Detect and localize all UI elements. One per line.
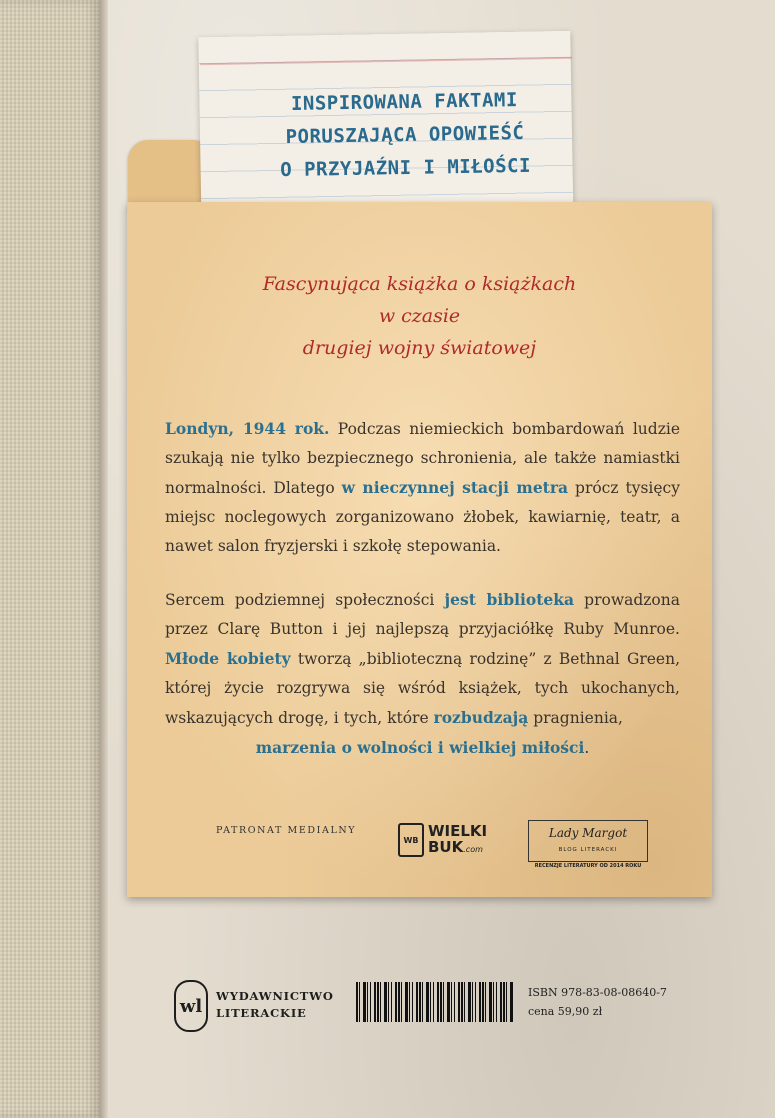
lady-margot-name: Lady Margot (548, 826, 628, 840)
highlight-awaken: rozbudzają (433, 708, 529, 727)
lady-margot-logo (528, 820, 648, 862)
tagline-line-2: w czasie (378, 305, 461, 327)
highlight-women: Młode kobiety (165, 649, 291, 668)
wielkibuk-wordmark (428, 823, 487, 858)
lady-margot-sub: BLOG LITERACKI (558, 847, 618, 853)
highlight-metro: w nieczynnej stacji metra (341, 478, 569, 497)
publisher-line-2: LITERACKIE (216, 1006, 307, 1020)
spine-edge (100, 0, 108, 1118)
blurb-text: tworzą „biblioteczną rodzinę” z Bethnal Green, której życie rozgrywa się wśród książek, tych ukochanych, wskazujących drogę, i tych, które (165, 650, 681, 727)
blurb-text: Sercem podziemnej społeczności (165, 591, 445, 609)
barcode (356, 982, 514, 1022)
isbn-block (528, 983, 667, 1021)
highlight-library: jest biblioteka (444, 590, 575, 609)
index-card-text (229, 83, 581, 188)
tagline-line-3: drugiej wojny światowej (302, 337, 537, 359)
book-icon: WB (398, 823, 424, 857)
wielkibuk-line-2: BUK.com (428, 837, 483, 856)
blurb-text: prócz tysięcy miejsc noclegowych zorganizowano żłobek, kawiarnię, teatr, a nawet salon fryzjerski i szkołę stepowania. (165, 479, 680, 555)
tagline-line-1: Fascynująca książka o książkach (262, 273, 577, 295)
media-patronage-label: PATRONAT MEDIALNY (216, 825, 357, 836)
highlight-dreams: marzenia o wolności i wielkiej miłości (255, 738, 585, 757)
publisher-name (216, 988, 334, 1022)
wielkibuk-logo (398, 820, 487, 860)
wielkibuk-line-1: WIELKI (428, 821, 488, 840)
card-line-1: INSPIROWANA FAKTAMI (290, 89, 519, 115)
blurb-paragraph-1 (165, 414, 680, 561)
blurb-paragraph-2 (165, 585, 680, 763)
lady-margot-tagline: RECENZJE LITERATURY OD 2014 ROKU (534, 863, 642, 869)
isbn-number: ISBN 978-83-08-08640-7 (528, 986, 667, 999)
blurb-text: pragnienia, (528, 709, 623, 727)
wielkibuk-suffix: .com (463, 844, 483, 854)
book-spine (0, 0, 100, 1118)
highlight-london: Londyn, 1944 rok. (165, 419, 330, 438)
publisher-line-1: WYDAWNICTWO (216, 989, 334, 1003)
publisher-logo-icon: wl (174, 980, 208, 1032)
blurb-text: prowadzona przez Clarę Button i jej najlepszą przyjaciółkę Ruby Munroe. (165, 591, 680, 638)
card-line-2: PORUSZAJĄCA OPOWIEŚĆ (285, 121, 525, 149)
tagline (127, 268, 712, 364)
blurb-last-line (165, 733, 680, 763)
blurb-text: . (584, 739, 590, 757)
card-line-3: O PRZYJAŹNI I MIŁOŚCI (280, 154, 532, 182)
price: cena 59,90 zł (528, 1005, 603, 1018)
blurb-text: Podczas niemieckich bombardowań ludzie szukają nie tylko bezpiecznego schronienia, ale także namiastki normalności. Dlatego (165, 420, 680, 497)
